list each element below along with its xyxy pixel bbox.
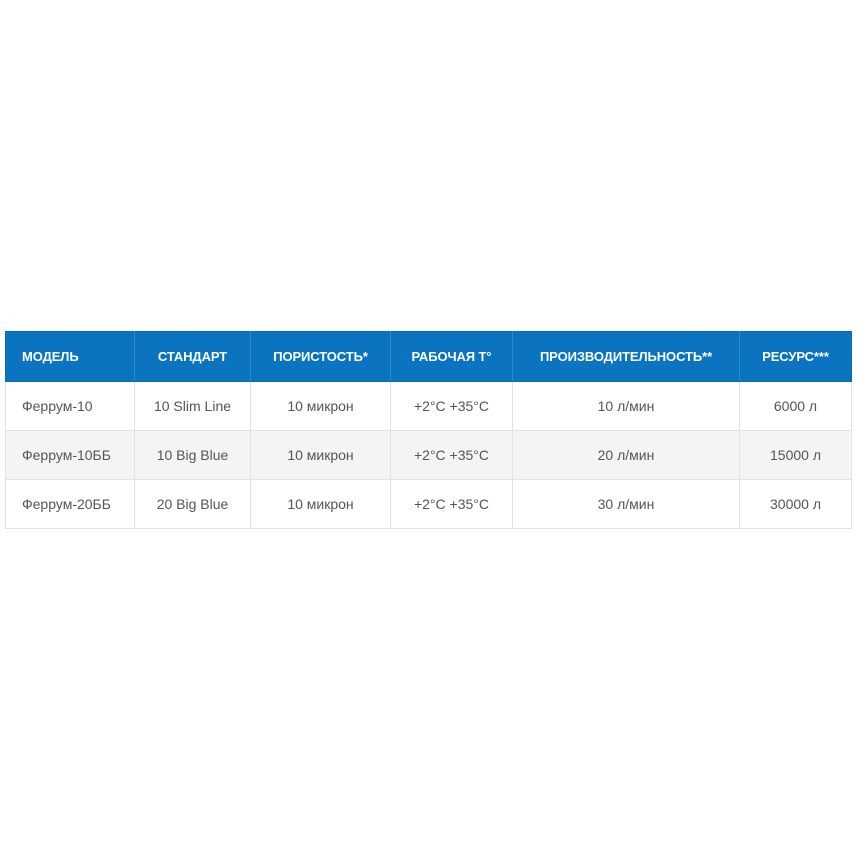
header-model: МОДЕЛЬ xyxy=(6,332,135,382)
table-header xyxy=(6,332,852,382)
table-row xyxy=(6,431,852,480)
cell-model: Феррум-20ББ xyxy=(6,480,135,529)
cell-throughput: 20 л/мин xyxy=(513,431,740,480)
header-row xyxy=(6,332,852,382)
table-row xyxy=(6,480,852,529)
header-porosity: ПОРИСТОСТЬ* xyxy=(251,332,391,382)
cell-working-temperature: +2°С +35°С xyxy=(391,480,513,529)
table-body xyxy=(6,382,852,529)
cell-model: Феррум-10ББ xyxy=(6,431,135,480)
cell-porosity: 10 микрон xyxy=(251,431,391,480)
header-standard: СТАНДАРТ xyxy=(135,332,251,382)
cell-working-temperature: +2°С +35°С xyxy=(391,382,513,431)
cell-standard: 20 Big Blue xyxy=(135,480,251,529)
header-resource: РЕСУРС*** xyxy=(740,332,852,382)
cell-resource: 6000 л xyxy=(740,382,852,431)
cell-porosity: 10 микрон xyxy=(251,480,391,529)
cell-working-temperature: +2°С +35°С xyxy=(391,431,513,480)
product-spec-table xyxy=(5,331,852,529)
cell-standard: 10 Big Blue xyxy=(135,431,251,480)
header-working-temperature: РАБОЧАЯ Т° xyxy=(391,332,513,382)
product-spec-table-container xyxy=(5,331,851,529)
cell-model: Феррум-10 xyxy=(6,382,135,431)
cell-resource: 15000 л xyxy=(740,431,852,480)
cell-throughput: 10 л/мин xyxy=(513,382,740,431)
table-row xyxy=(6,382,852,431)
cell-throughput: 30 л/мин xyxy=(513,480,740,529)
header-throughput: ПРОИЗВОДИТЕЛЬНОСТЬ** xyxy=(513,332,740,382)
cell-resource: 30000 л xyxy=(740,480,852,529)
cell-porosity: 10 микрон xyxy=(251,382,391,431)
cell-standard: 10 Slim Line xyxy=(135,382,251,431)
